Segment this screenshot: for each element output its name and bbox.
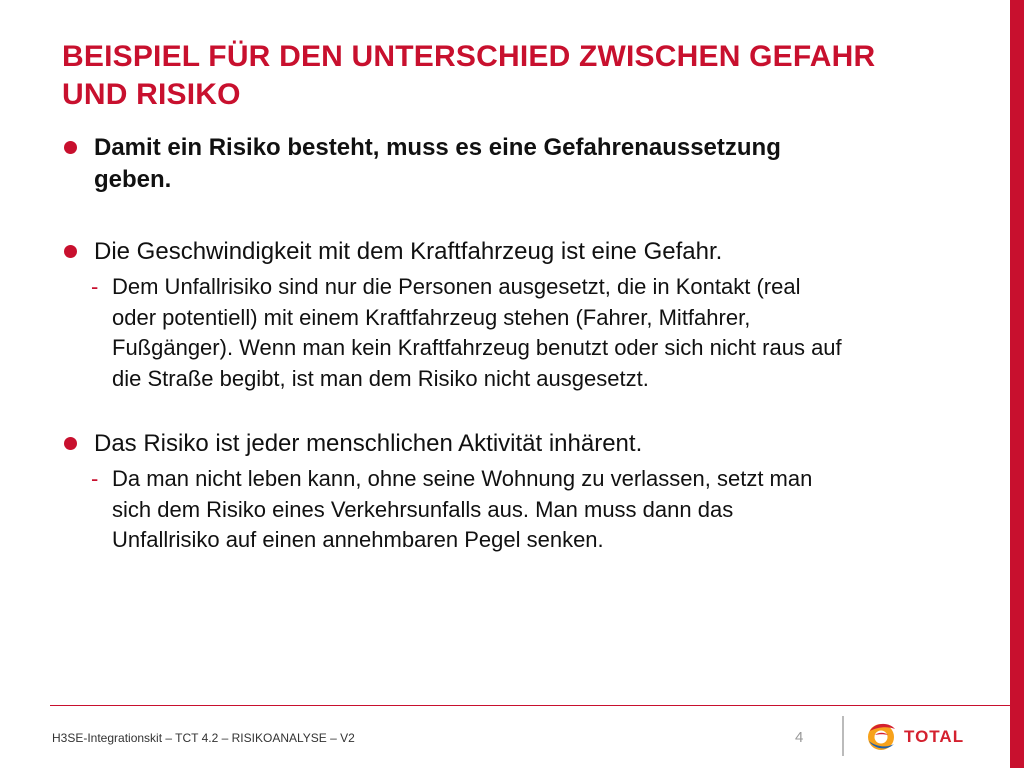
red-dot-bullet-icon: [64, 437, 77, 450]
red-dot-bullet-icon: [64, 141, 77, 154]
sub-bullet-item: [62, 272, 982, 394]
dash-bullet-icon: -: [91, 274, 99, 299]
sub-bullet-text: Fußgänger). Wenn man kein Kraftfahrzeug benutzt oder sich nicht raus auf: [112, 335, 842, 360]
bullet-text: Das Risiko ist jeder menschlichen Aktivität inhärent.: [94, 430, 643, 457]
bullet-item: [62, 236, 982, 268]
slide-title-line: UND RISIKO: [62, 78, 241, 111]
right-accent-bar: [1010, 0, 1024, 768]
bullet-text: Die Geschwindigkeit mit dem Kraftfahrzeug ist eine Gefahr.: [94, 238, 723, 265]
sub-bullet-item: [62, 464, 982, 556]
slide-title: [62, 38, 962, 114]
red-dot-bullet-icon: [64, 245, 77, 258]
logo-text: TOTAL: [904, 727, 965, 746]
bullet-text: geben.: [94, 166, 172, 193]
bullet-item: [62, 428, 982, 460]
sub-bullet-text: Da man nicht leben kann, ohne seine Wohnung zu verlassen, setzt man: [112, 466, 813, 491]
dash-bullet-icon: -: [91, 466, 99, 491]
total-logo: [864, 717, 974, 757]
footer-caption: H3SE-Integrationskit – TCT 4.2 – RISIKOANALYSE – V2: [52, 731, 355, 745]
sub-bullet-text: Dem Unfallrisiko sind nur die Personen ausgesetzt, die in Kontakt (real: [112, 274, 801, 299]
sub-bullet-text: oder potentiell) mit einem Kraftfahrzeug stehen (Fahrer, Mitfahrer,: [112, 304, 751, 330]
sub-bullet-text: Unfallrisiko auf einen annehmbaren Pegel senken.: [112, 527, 604, 552]
footer-separator: [842, 716, 844, 756]
page-number: 4: [795, 729, 804, 746]
slide-body: [62, 132, 982, 556]
sub-bullet-text: die Straße begibt, ist man dem Risiko nicht ausgesetzt.: [112, 365, 649, 391]
bullet-item: [62, 132, 982, 196]
footer-divider: [50, 705, 1010, 706]
bullet-text: Damit ein Risiko besteht, muss es eine Gefahrenaussetzung: [94, 134, 781, 161]
total-logo-icon: [864, 717, 900, 757]
sub-bullet-text: sich dem Risiko eines Verkehrsunfalls aus. Man muss dann das: [112, 496, 734, 522]
slide-title-line: BEISPIEL FÜR DEN UNTERSCHIED ZWISCHEN GEFAHR: [62, 40, 876, 73]
